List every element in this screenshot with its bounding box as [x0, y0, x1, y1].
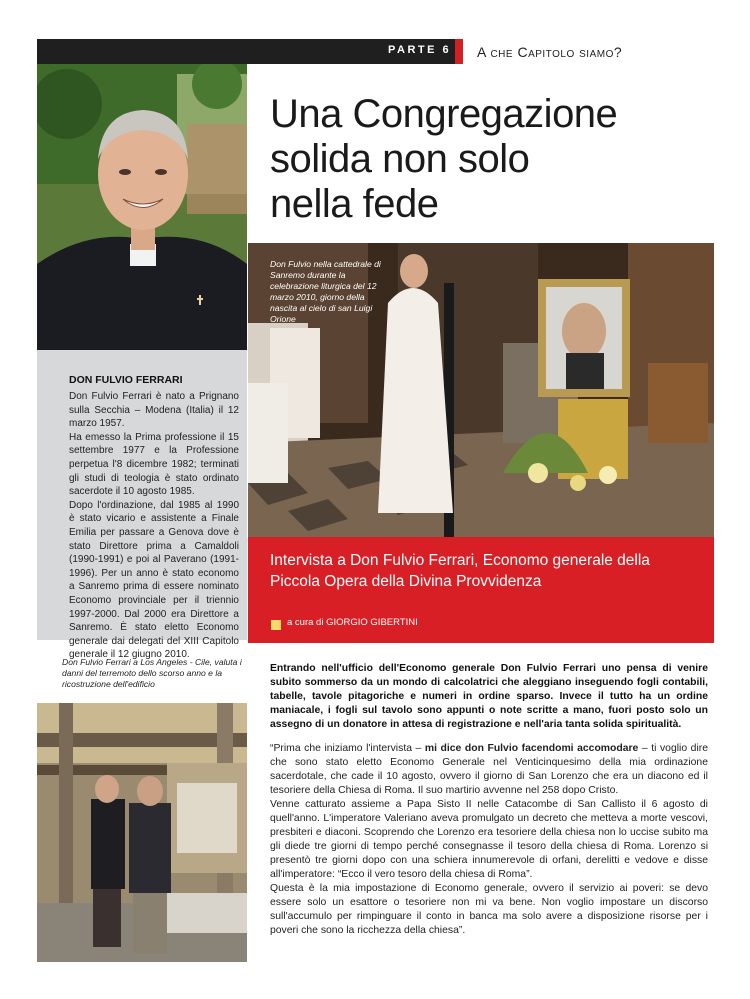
bio-text [69, 390, 239, 662]
chapter-title: A che Capitolo siamo? [477, 44, 623, 60]
portrait-photo [37, 64, 247, 350]
byline-square-icon [271, 620, 281, 630]
title-line: solida non solo [270, 137, 530, 181]
title-line: Una Congregazione [270, 92, 618, 136]
title-line: nella fede [270, 182, 439, 226]
quote-attribution: mi dice don Fulvio facendomi accomodare [424, 743, 639, 754]
bio-paragraph: Don Fulvio Ferrari è nato a Prignano sulla Secchia – Modena (Italia) il 12 marzo 1957. [69, 391, 239, 430]
photo-caption: Don Fulvio nella cattedrale di Sanremo durante la celebrazione liturgica del 12 marzo 2010, giorno della nascita al cielo di san Luigi Orione [270, 259, 381, 324]
header-red-marker [455, 39, 463, 64]
article-lead: Entrando nell'ufficio dell'Economo generale Don Fulvio Ferrari uno pensa di venire subito sommerso da un mondo di calcolatrici che aleggiano inseguendo fogli contabili, tabelle, tavole pitagoriche e numeri in ordine sparso. Invece il tutto ha un ordine maniacale, i fogli sul tavolo sono appunti o note scritte a mano, fuori posto solo un assegno di un donatore in attesa di registrazione e nell'aria tanta solida spiritualità. [270, 663, 708, 730]
byline: a cura di GIORGIO GIBERTINI [287, 617, 418, 628]
lower-photo-caption: Don Fulvio Ferrari a Los Angeles - Cile, valuta i danni del terremoto dello scorso anno e la ricostruzione dell'edificio [62, 657, 242, 689]
part-label: PARTE 6 [388, 44, 452, 56]
body-paragraph: Questa è la mia impostazione di Economo generale, ovvero il servizio ai poveri: se devo essere solo un esattore o tesoriere non mi va bene. Non voglio impostare un discorso sull'accumulo per rimpinguare il conto in banca ma solo avere a disposizione risorse per i poveri che sono la ricchezza della chiesa”. [270, 883, 708, 936]
body-paragraph: “Prima che iniziamo l'intervista – mi dice don Fulvio facendomi accomodare – ti voglio dire che sono stato eletto Economo Generale nel Venticinquesimo della mia ordinazione sacerdotale, che cade il 10 agosto, ovvero il giorno di San Lorenzo che era un diacono ed il tesoriere della Chiesa di Roma. Il suo martirio avvenne nel 258 dopo Cristo. [270, 743, 708, 796]
article-subtitle: Intervista a Don Fulvio Ferrari, Economo generale della Piccola Opera della Divina Provvidenza [270, 552, 650, 590]
bio-paragraph: Ha emesso la Prima professione il 15 settembre 1977 e la Professione perpetua l'8 dicembre 1982; terminati gli studi di teologia è stato ordinato sacerdote il 10 agosto 1985. [69, 431, 239, 498]
bio-paragraph: Dopo l'ordinazione, dal 1985 al 1990 è stato vicario e assistente a Finale Emilia per passare a Genova dove è stato Direttore prima a Camaldoli (1990-1991) e poi al Paverano (1991-1996). Per un anno è stato economo a Sanremo prima di essere nominato Economo provinciale per il triennio 1997-2000. Dal 2000 era Direttore a Sanremo. È stato eletto Economo generale dai delegati del XIII Capitolo generale il 12 giugno 2010. [69, 499, 239, 661]
body-paragraph: Venne catturato assieme a Papa Sisto II nelle Catacombe di San Callisto il 6 agosto di quell'anno. L'imperatore Valeriano aveva promulgato un decreto che metteva a morte vescovi, presbiteri e diaconi. Scoprendo che Lorenzo era tesoriere della chiesa non lo uccise subito ma gli diede tre giorni di tempo perché consegnasse il tesoro della chiesa di Roma. Lorenzo si presentò tre giorni dopo con una schiera innumerevole di orfani, derelitti e vedove e disse all'imperatore: “Ecco il vero tesoro della chiesa di Roma”. [270, 799, 708, 880]
bio-name: DON FULVIO FERRARI [69, 374, 183, 386]
article-body [270, 742, 708, 938]
article-title [270, 92, 710, 227]
construction-photo [37, 703, 247, 962]
